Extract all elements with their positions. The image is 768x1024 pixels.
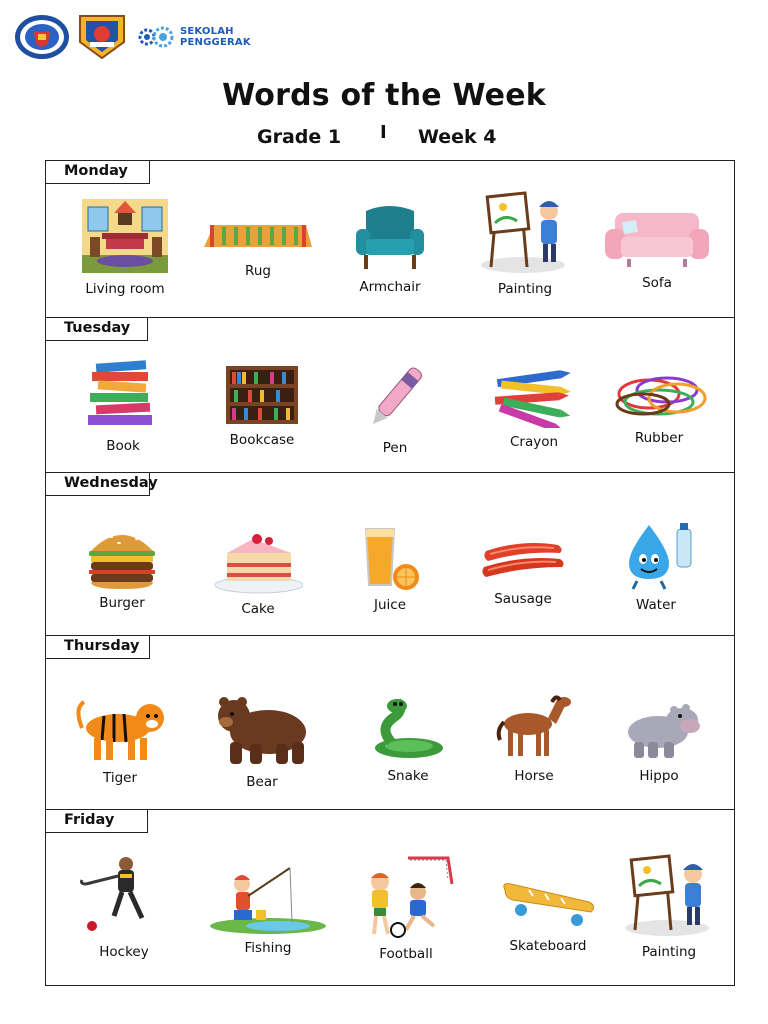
word-label: Water [636, 597, 676, 613]
armchair-icon [350, 203, 430, 273]
word-card [335, 362, 455, 456]
crayons-icon [489, 368, 579, 428]
word-card [330, 525, 450, 613]
word-label: Painting [641, 944, 697, 960]
word-card [465, 191, 585, 297]
school-crest-icon [14, 14, 70, 60]
word-card [474, 694, 594, 784]
day-label: Wednesday [46, 473, 150, 496]
skateboard-icon [499, 880, 597, 930]
word-card [330, 203, 450, 295]
word-card [198, 533, 318, 617]
bear-icon [212, 692, 312, 768]
hockey-icon [76, 854, 172, 938]
word-card [202, 692, 322, 790]
books-icon [86, 358, 160, 432]
word-label: Cake [241, 601, 275, 617]
word-card [599, 698, 719, 784]
word-label: Rug [245, 263, 271, 279]
football-icon [358, 854, 454, 940]
word-card [599, 364, 719, 446]
word-label: Skateboard [509, 938, 587, 954]
word-card [609, 854, 729, 960]
word-card [348, 698, 468, 784]
sekolah-penggerak-logo [136, 24, 251, 52]
word-label: Football [379, 946, 433, 962]
word-label: Bear [246, 774, 278, 790]
snake-icon [371, 698, 445, 762]
horse-icon [494, 694, 574, 762]
day-section-monday [46, 161, 734, 318]
pen-icon [360, 362, 430, 434]
separator: I [380, 122, 387, 143]
word-card [463, 537, 583, 607]
painting-icon [621, 854, 717, 938]
water-drop-icon [611, 519, 701, 591]
word-label: Pen [382, 440, 408, 456]
word-label: Book [106, 438, 140, 454]
word-label: Burger [99, 595, 145, 611]
day-section-thursday [46, 636, 734, 810]
word-label: Crayon [509, 434, 559, 450]
day-label: Monday [46, 161, 150, 184]
word-card [63, 358, 183, 454]
word-label: Snake [387, 768, 429, 784]
word-label: Bookcase [229, 432, 295, 448]
word-label: Hockey [99, 944, 149, 960]
day-label: Friday [46, 810, 148, 833]
sausage-icon [480, 537, 566, 585]
word-card [202, 364, 322, 448]
day-section-wednesday [46, 473, 734, 636]
day-section-tuesday [46, 318, 734, 473]
word-label: Hippo [639, 768, 679, 784]
word-label: Sofa [642, 275, 672, 291]
sofa-icon [603, 207, 711, 269]
word-label: Tiger [102, 770, 137, 786]
word-label: Juice [373, 597, 407, 613]
subtitle [0, 122, 768, 150]
bookcase-icon [224, 364, 300, 426]
day-label: Tuesday [46, 318, 148, 341]
brand-line-1: SEKOLAH [180, 26, 234, 37]
word-card [474, 368, 594, 450]
grade-label: Grade 1 [257, 126, 342, 148]
fishing-icon [208, 862, 328, 938]
district-shield-icon [76, 12, 128, 60]
word-card [596, 519, 716, 613]
brand-text [180, 26, 251, 48]
word-card [60, 698, 180, 786]
day-section-friday [46, 810, 734, 985]
rug-icon [202, 223, 314, 249]
rubber-bands-icon [607, 364, 711, 424]
week-label: Week 4 [418, 126, 497, 148]
word-card [597, 207, 717, 291]
cake-icon [213, 533, 303, 595]
hippo-icon [614, 698, 704, 762]
word-card [346, 854, 466, 962]
word-label: Painting [497, 281, 553, 297]
brand-line-2: PENGGERAK [180, 37, 251, 48]
word-card [198, 223, 318, 279]
day-label: Thursday [46, 636, 150, 659]
word-label: Living room [85, 281, 165, 297]
word-label: Horse [514, 768, 554, 784]
word-label: Fishing [244, 940, 292, 956]
word-card [65, 197, 185, 297]
gears-icon [136, 24, 176, 50]
page-title: Words of the Week [222, 78, 546, 113]
painting-icon [477, 191, 573, 275]
juice-icon [358, 525, 422, 591]
living-room-icon [80, 197, 170, 275]
word-card [488, 880, 608, 954]
word-label: Armchair [359, 279, 421, 295]
word-card [62, 525, 182, 611]
words-board [45, 160, 735, 986]
word-label: Rubber [634, 430, 684, 446]
word-card [64, 854, 184, 960]
word-label: Sausage [494, 591, 552, 607]
word-card [208, 862, 328, 956]
burger-icon [85, 525, 159, 589]
tiger-icon [70, 698, 170, 764]
